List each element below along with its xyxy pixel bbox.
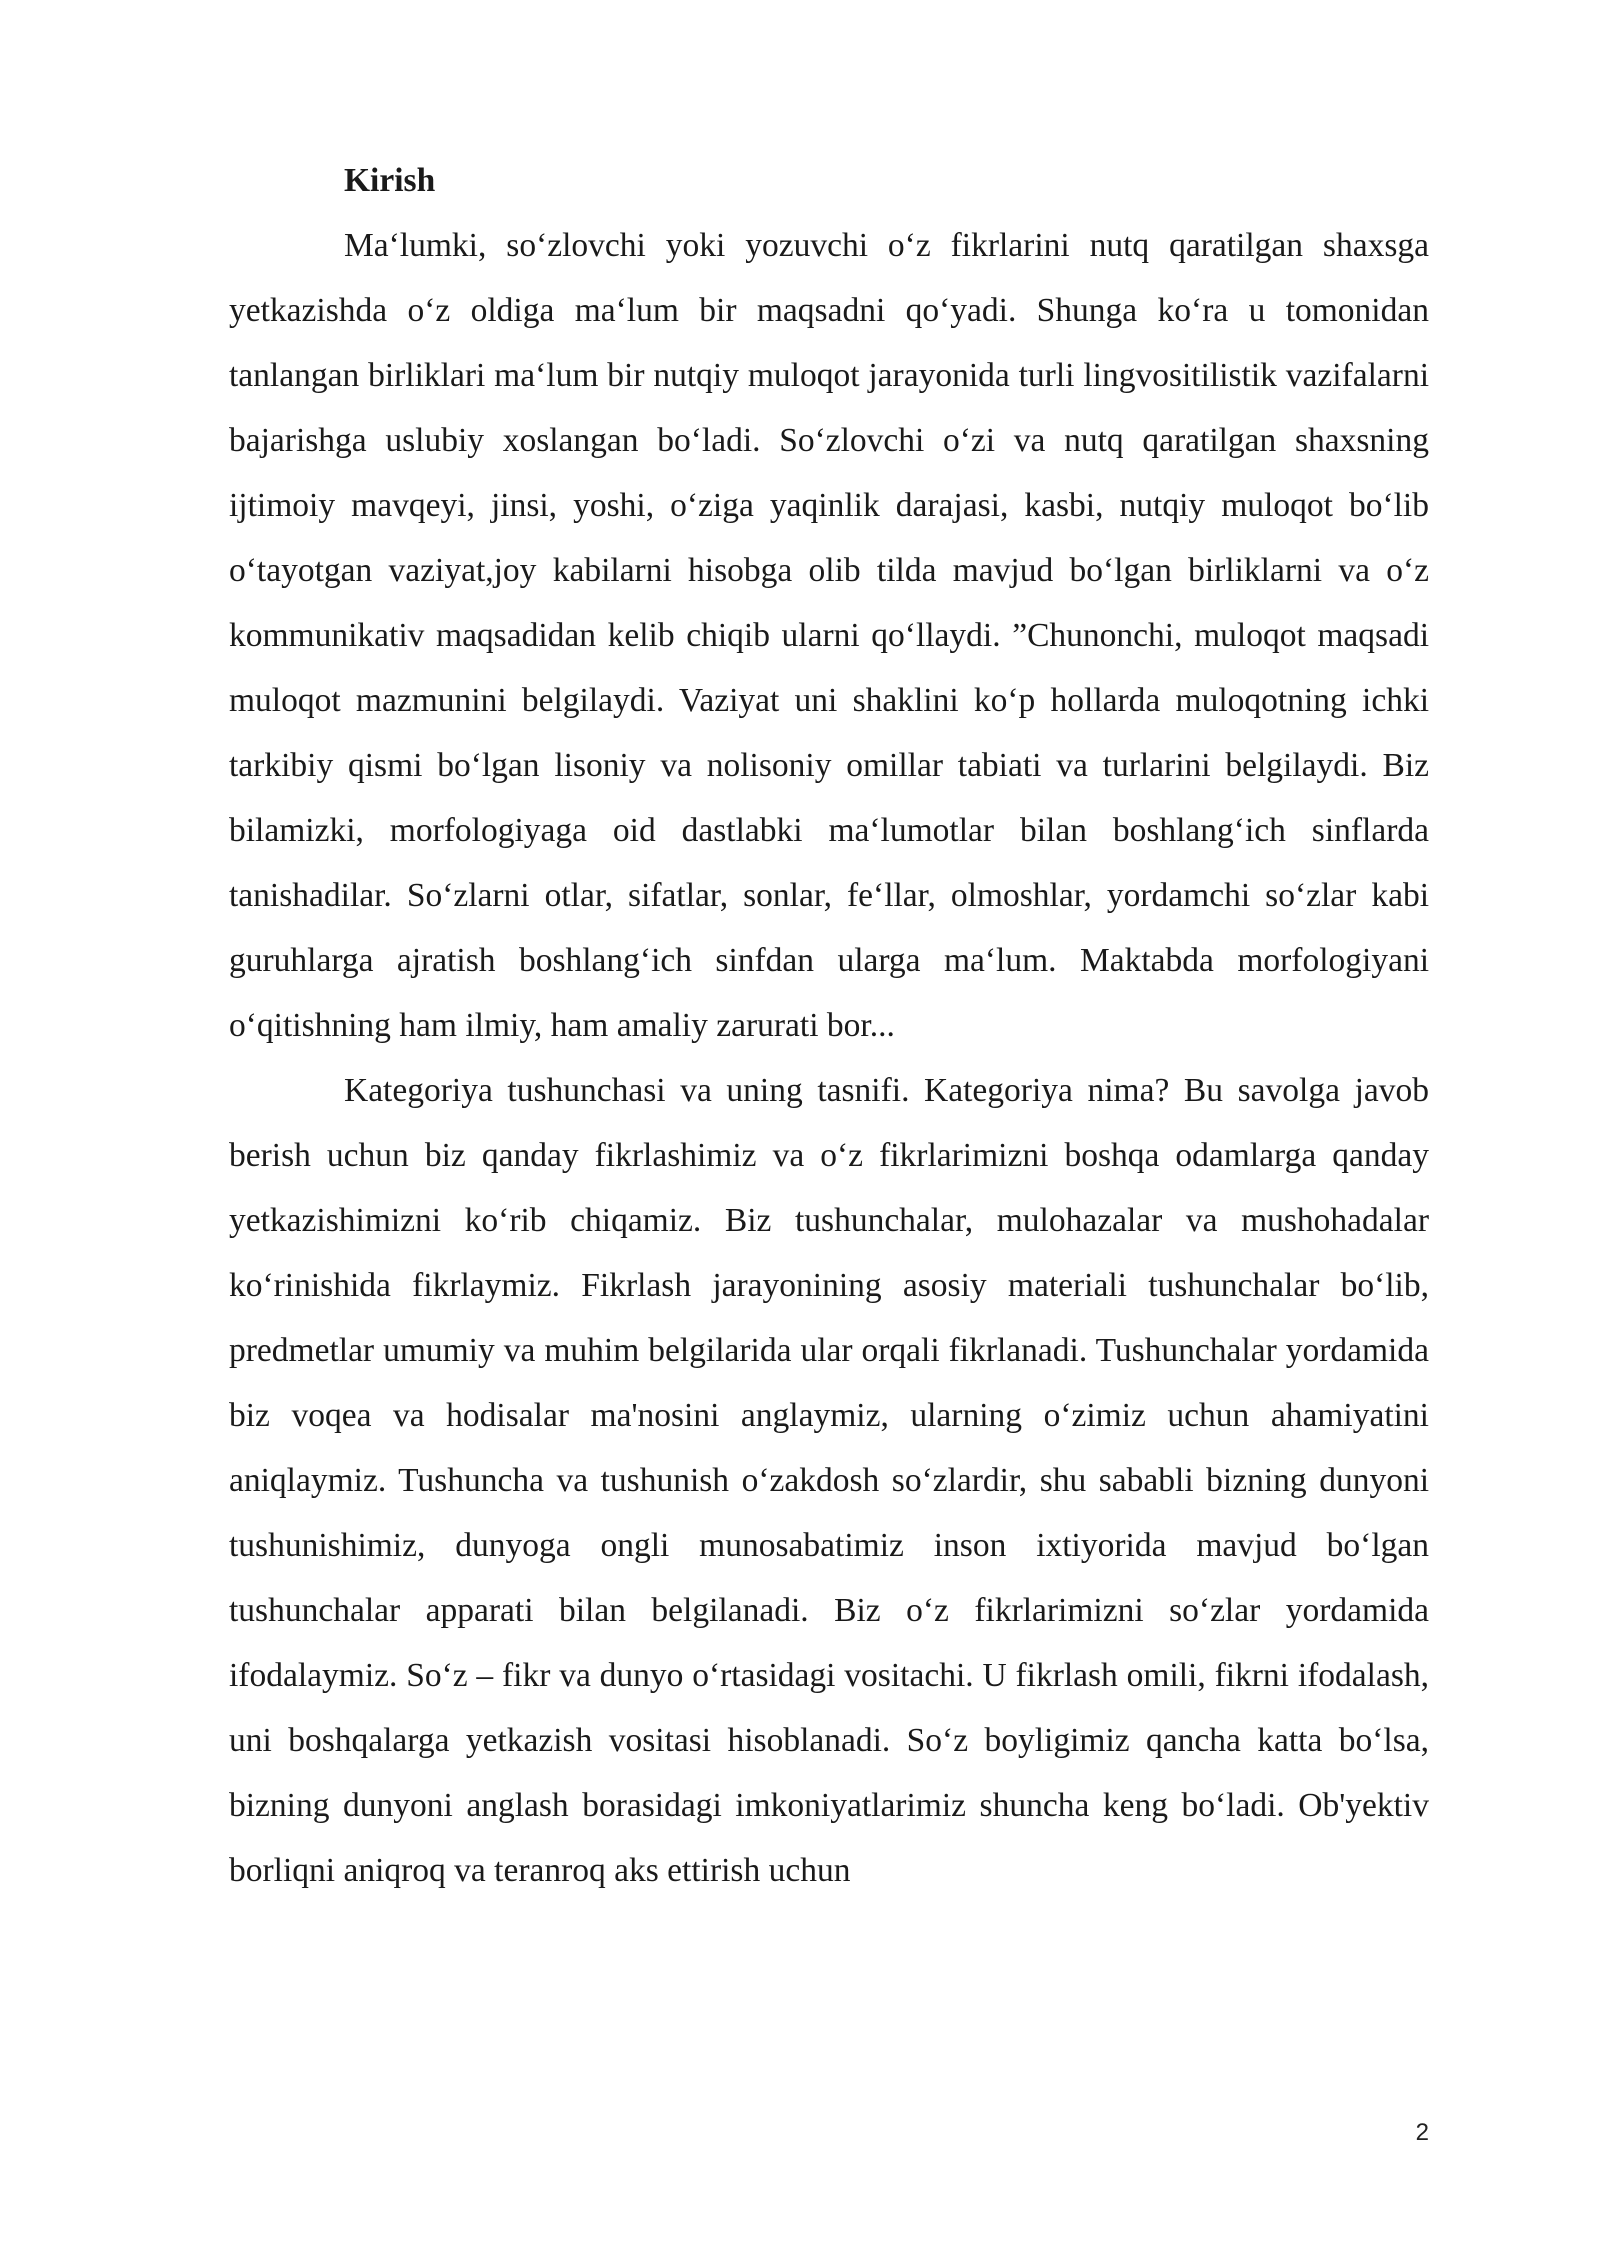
section-heading: Kirish [344,162,436,199]
page-content [229,148,1429,1903]
paragraph-category: Kategoriya tushunchasi va uning tasnifi. Kategoriya nima? Bu savolga javob berish uchun biz qanday fikrlashimiz va o‘z fikrlarimizni boshqa odamlarga qanday yetkazishimizni ko‘rib chiqamiz. Biz tushunchalar, mulohazalar va mushohadalar ko‘rinishida fikrlaymiz. Fikrlash jarayonining asosiy materiali tushunchalar bo‘lib, predmetlar umumiy va muhim belgilarida ular orqali fikrlanadi. Tushunchalar yordamida biz voqea va hodisalar ma'nosini anglaymiz, ularning o‘zimiz uchun ahamiyatini aniqlaymiz. Tushuncha va tushunish o‘zakdosh so‘zlardir, shu sababli bizning dunyoni tushunishimiz, dunyoga ongli munosabatimiz inson ixtiyorida mavjud bo‘lgan tushunchalar apparati bilan belgilanadi. Biz o‘z fikrlarimizni so‘zlar yordamida ifodalaymiz. So‘z – fikr va dunyo o‘rtasidagi vositachi. U fikrlash omili, fikrni ifodalash, uni boshqalarga yetkazish vositasi hisoblanadi. So‘z boyligimiz qancha katta bo‘lsa, bizning dunyoni anglash borasidagi imkoniyatlarimiz shuncha keng bo‘ladi. Ob'yektiv borliqni aniqroq va teranroq aks ettirish uchun [229,1072,1429,1889]
paragraph-introduction: Ma‘lumki, so‘zlovchi yoki yozuvchi o‘z fikrlarini nutq qaratilgan shaxsga yetkazishda o‘z oldiga ma‘lum bir maqsadni qo‘yadi. Shunga ko‘ra u tomonidan tanlangan birliklari ma‘lum bir nutqiy muloqot jarayonida turli lingvositilistik vazifalarni bajarishga uslubiy xoslangan bo‘ladi. So‘zlovchi o‘zi va nutq qaratilgan shaxsning ijtimoiy mavqeyi, jinsi, yoshi, o‘ziga yaqinlik darajasi, kasbi, nutqiy muloqot bo‘lib o‘tayotgan vaziyat,joy kabilarni hisobga olib tilda mavjud bo‘lgan birliklarni va o‘z kommunikativ maqsadidan kelib chiqib ularni qo‘llaydi. ”Chunonchi, muloqot maqsadi muloqot mazmunini belgilaydi. Vaziyat uni shaklini ko‘p hollarda muloqotning ichki tarkibiy qismi bo‘lgan lisoniy va nolisoniy omillar tabiati va turlarini belgilaydi. Biz bilamizki, morfologiyaga oid dastlabki ma‘lumotlar bilan boshlang‘ich sinflarda tanishadilar. So‘zlarni otlar, sifatlar, sonlar, fe‘llar, olmoshlar, yordamchi so‘zlar kabi guruhlarga ajratish boshlang‘ich sinfdan ularga ma‘lum. Maktabda morfologiyani o‘qitishning ham ilmiy, ham amaliy zarurati bor... [229,227,1429,1044]
page-number: 2 [1415,2119,1429,2146]
